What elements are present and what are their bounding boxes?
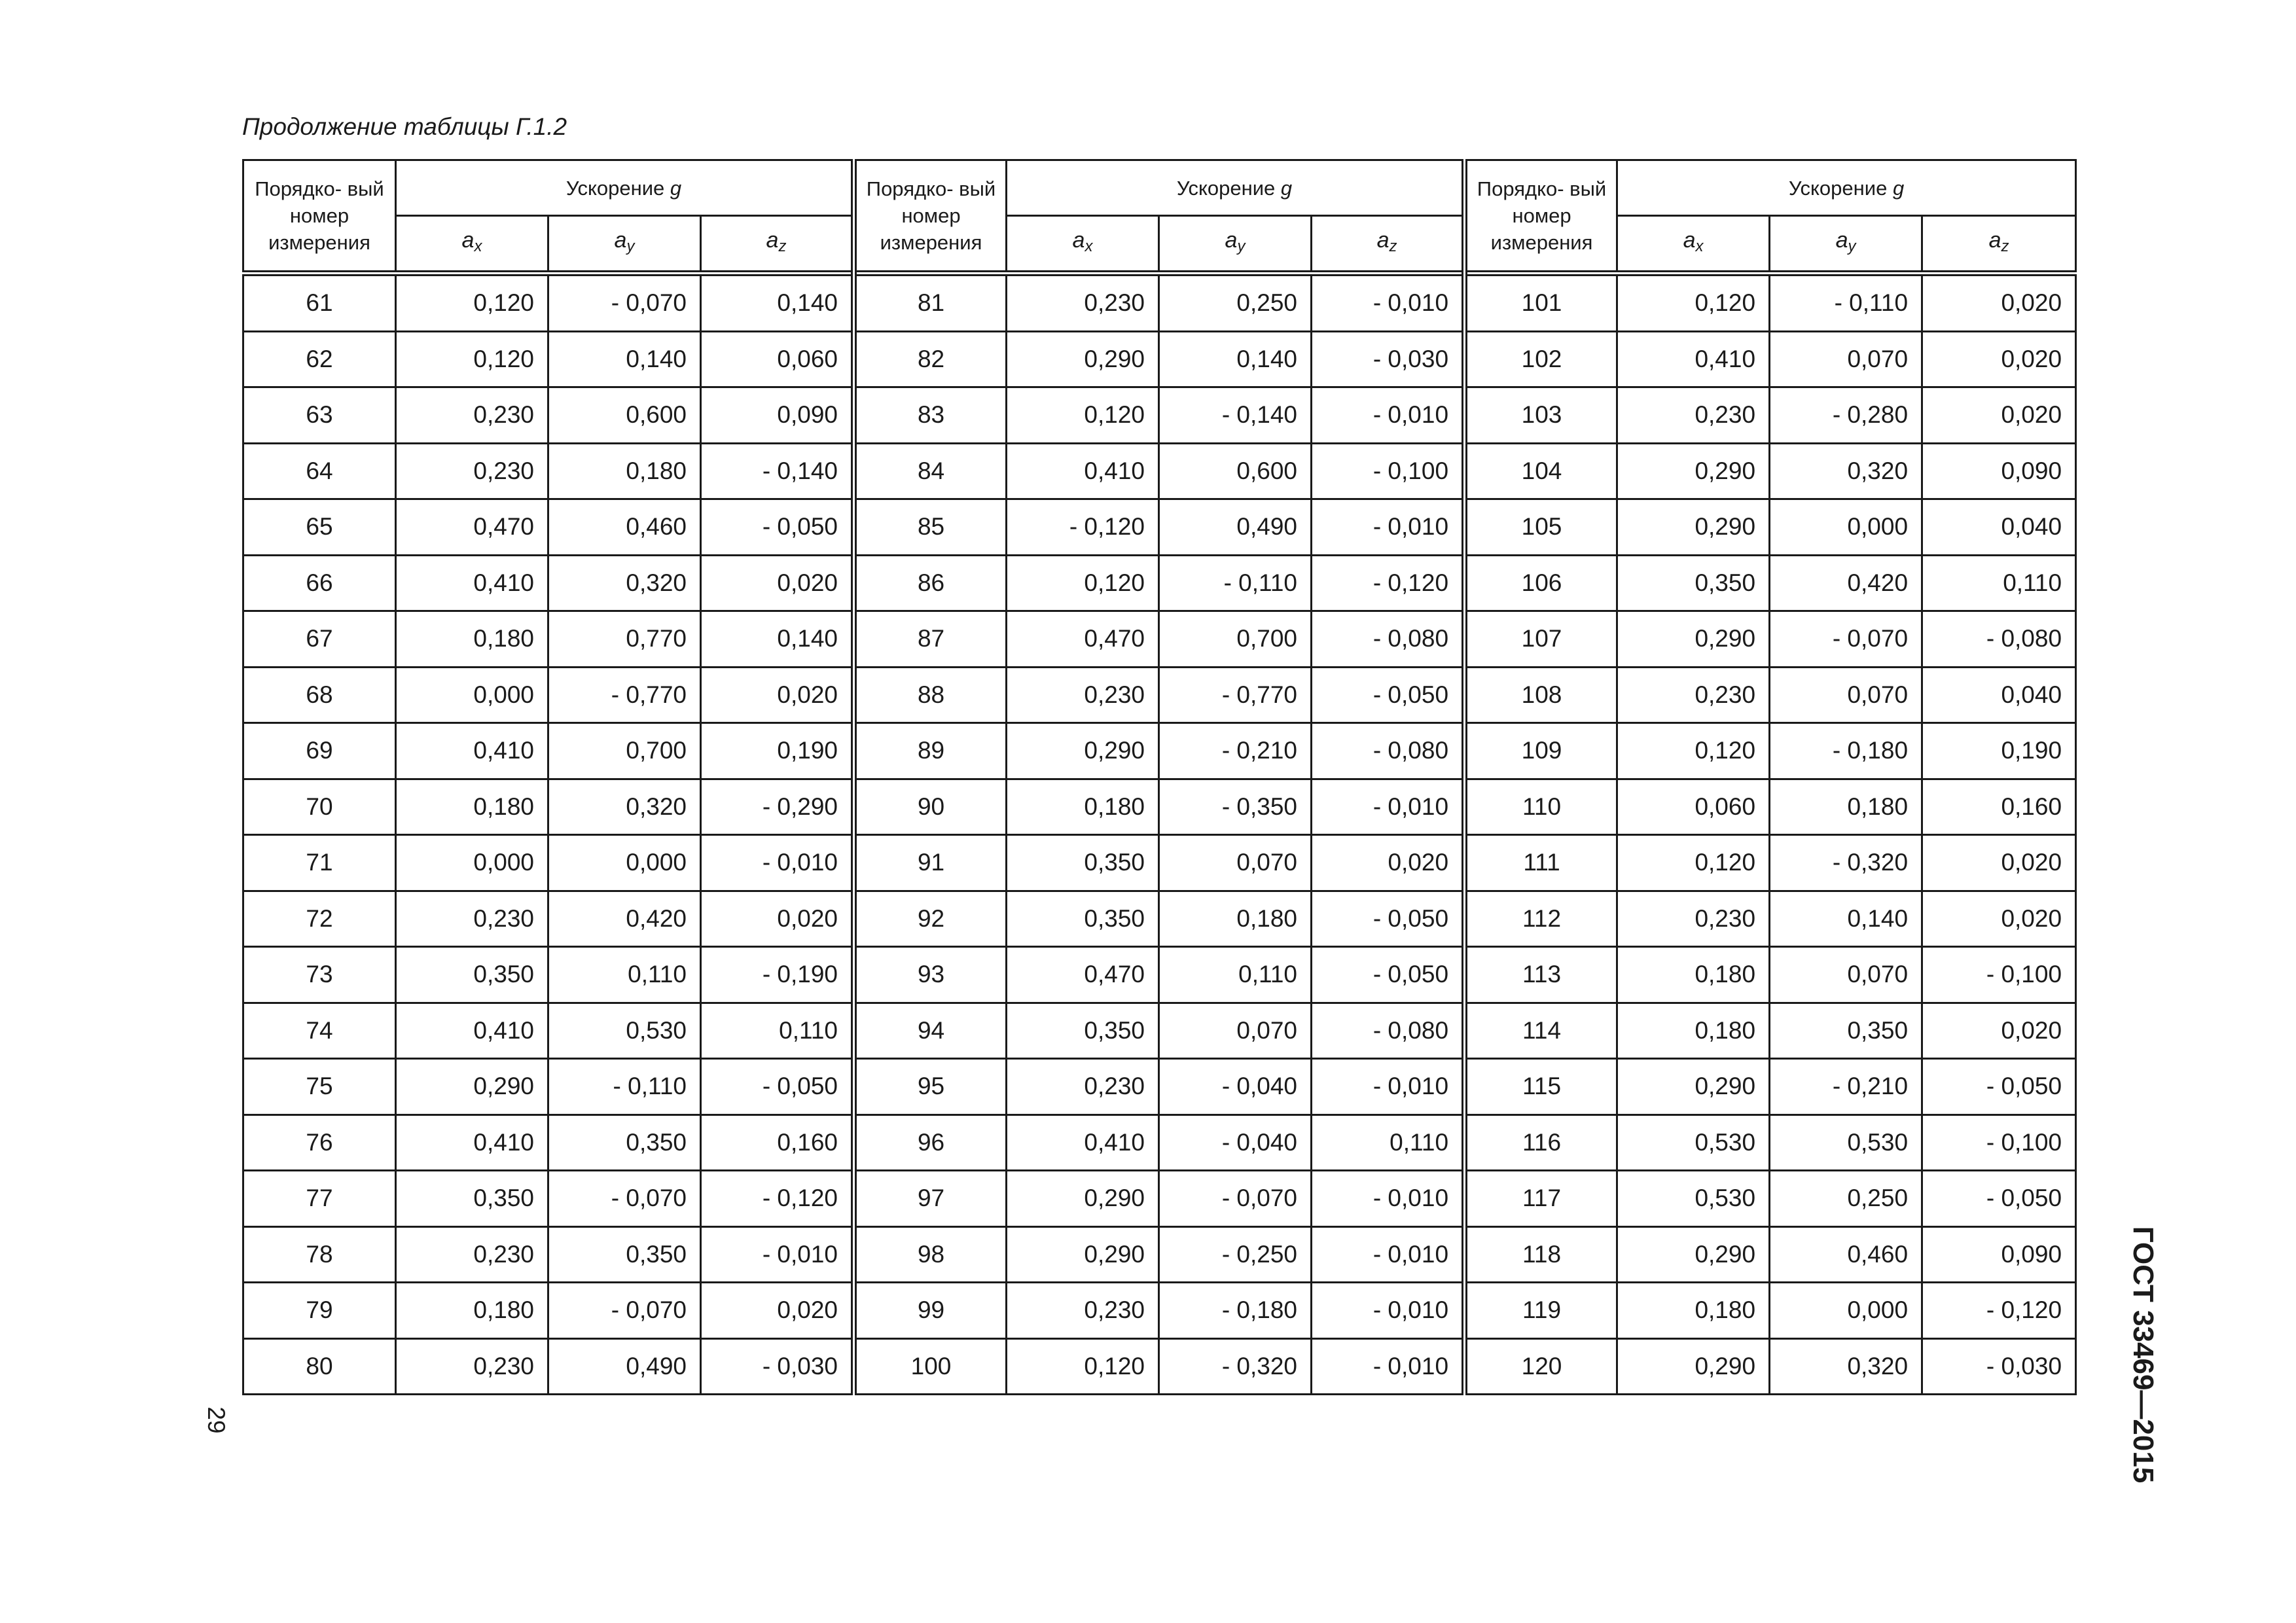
table-row (243, 1226, 2076, 1283)
table-row (243, 723, 2076, 779)
cell-measurement-number: 118 (1465, 1226, 1617, 1283)
table-row (243, 387, 2076, 444)
cell-measurement-number: 104 (1465, 443, 1617, 499)
cell-ay-value: 0,350 (548, 1115, 701, 1171)
cell-az-value: 0,020 (1922, 835, 2076, 891)
header-measurement-number: Порядко- вый номер измерения (243, 160, 396, 274)
cell-az-value: - 0,010 (1312, 1059, 1465, 1115)
cell-ay-value: - 0,210 (1770, 1059, 1922, 1115)
cell-ay-value: 0,530 (1770, 1115, 1922, 1171)
cell-measurement-number: 98 (854, 1226, 1007, 1283)
cell-measurement-number: 90 (854, 779, 1007, 835)
cell-measurement-number: 67 (243, 611, 396, 668)
table-header (243, 160, 2076, 274)
cell-measurement-number: 68 (243, 667, 396, 723)
cell-measurement-number: 96 (854, 1115, 1007, 1171)
cell-measurement-number: 71 (243, 835, 396, 891)
table-row (243, 555, 2076, 611)
cell-ax-value: 0,230 (396, 891, 548, 947)
cell-ax-value: 0,120 (1617, 723, 1770, 779)
cell-ax-value: 0,530 (1617, 1115, 1770, 1171)
cell-ax-value: 0,180 (1007, 779, 1159, 835)
cell-az-value: - 0,120 (1922, 1283, 2076, 1339)
cell-ay-value: 0,140 (548, 331, 701, 387)
cell-ax-value: 0,350 (1617, 555, 1770, 611)
cell-measurement-number: 85 (854, 499, 1007, 556)
cell-ay-value: - 0,040 (1159, 1115, 1312, 1171)
cell-ay-value: 0,320 (548, 779, 701, 835)
cell-ay-value: - 0,040 (1159, 1059, 1312, 1115)
cell-az-value: - 0,050 (701, 1059, 854, 1115)
cell-ax-value: 0,530 (1617, 1171, 1770, 1227)
cell-measurement-number: 92 (854, 891, 1007, 947)
cell-measurement-number: 66 (243, 555, 396, 611)
cell-ay-value: 0,350 (548, 1226, 701, 1283)
header-acceleration (1617, 160, 2076, 216)
cell-ay-value: 0,110 (1159, 947, 1312, 1003)
cell-ay-value: - 0,320 (1159, 1338, 1312, 1395)
cell-ax-value: 0,230 (396, 387, 548, 444)
cell-ay-value: - 0,180 (1159, 1283, 1312, 1339)
cell-az-value: 0,040 (1922, 499, 2076, 556)
cell-ay-value: 0,070 (1159, 835, 1312, 891)
cell-measurement-number: 75 (243, 1059, 396, 1115)
cell-az-value: - 0,100 (1922, 1115, 2076, 1171)
cell-measurement-number: 102 (1465, 331, 1617, 387)
cell-ay-value: - 0,110 (1159, 555, 1312, 611)
cell-az-value: 0,020 (1312, 835, 1465, 891)
table-caption: Продолжение таблицы Г.1.2 (242, 113, 567, 140)
cell-measurement-number: 73 (243, 947, 396, 1003)
standard-designation: ГОСТ 33469—2015 (2127, 1226, 2159, 1484)
cell-measurement-number: 111 (1465, 835, 1617, 891)
header-ay: $a_y$ (1770, 216, 1922, 274)
cell-ay-value: 0,700 (548, 723, 701, 779)
cell-ax-value: 0,410 (396, 1003, 548, 1059)
table-row (243, 835, 2076, 891)
cell-ay-value: 0,530 (548, 1003, 701, 1059)
cell-ax-value: 0,180 (396, 611, 548, 668)
cell-ay-value: - 0,140 (1159, 387, 1312, 444)
cell-measurement-number: 108 (1465, 667, 1617, 723)
page-number: 29 (203, 1406, 230, 1434)
cell-ay-value: 0,110 (548, 947, 701, 1003)
table-row (243, 667, 2076, 723)
header-ay: $a_y$ (1159, 216, 1312, 274)
cell-ax-value: 0,120 (1007, 387, 1159, 444)
cell-measurement-number: 93 (854, 947, 1007, 1003)
cell-ax-value: 0,350 (396, 947, 548, 1003)
cell-ay-value: 0,070 (1159, 1003, 1312, 1059)
header-ax: $a_x$ (396, 216, 548, 274)
cell-az-value: - 0,100 (1922, 947, 2076, 1003)
cell-az-value: - 0,080 (1922, 611, 2076, 668)
cell-measurement-number: 82 (854, 331, 1007, 387)
cell-ax-value: 0,350 (1007, 1003, 1159, 1059)
cell-measurement-number: 89 (854, 723, 1007, 779)
header-az: $a_z$ (1922, 216, 2076, 274)
cell-az-value: 0,040 (1922, 667, 2076, 723)
cell-ax-value: 0,350 (396, 1171, 548, 1227)
cell-ax-value: 0,410 (1007, 443, 1159, 499)
cell-ay-value: 0,320 (1770, 1338, 1922, 1395)
cell-ay-value: - 0,070 (548, 274, 701, 332)
cell-ay-value: 0,000 (1770, 499, 1922, 556)
cell-measurement-number: 115 (1465, 1059, 1617, 1115)
cell-ay-value: 0,320 (1770, 443, 1922, 499)
cell-ax-value: 0,000 (396, 835, 548, 891)
cell-az-value: 0,060 (701, 331, 854, 387)
cell-az-value: - 0,010 (1312, 499, 1465, 556)
cell-ax-value: 0,470 (1007, 611, 1159, 668)
header-acceleration (1007, 160, 1465, 216)
table-row (243, 331, 2076, 387)
cell-az-value: 0,140 (701, 611, 854, 668)
table-row (243, 274, 2076, 332)
cell-measurement-number: 109 (1465, 723, 1617, 779)
table-row (243, 443, 2076, 499)
cell-az-value: - 0,010 (701, 1226, 854, 1283)
cell-ay-value: - 0,280 (1770, 387, 1922, 444)
cell-measurement-number: 117 (1465, 1171, 1617, 1227)
cell-az-value: 0,020 (701, 891, 854, 947)
cell-ax-value: 0,290 (396, 1059, 548, 1115)
cell-measurement-number: 76 (243, 1115, 396, 1171)
cell-az-value: 0,160 (1922, 779, 2076, 835)
cell-ax-value: 0,120 (396, 331, 548, 387)
cell-az-value: - 0,030 (701, 1338, 854, 1395)
cell-az-value: - 0,120 (701, 1171, 854, 1227)
cell-ax-value: 0,290 (1617, 611, 1770, 668)
cell-ay-value: 0,180 (1159, 891, 1312, 947)
cell-az-value: 0,020 (1922, 1003, 2076, 1059)
cell-measurement-number: 62 (243, 331, 396, 387)
cell-ax-value: 0,230 (1007, 1283, 1159, 1339)
cell-ax-value: 0,290 (1617, 1226, 1770, 1283)
cell-ay-value: 0,250 (1770, 1171, 1922, 1227)
cell-ax-value: 0,230 (1617, 891, 1770, 947)
cell-ax-value: 0,410 (396, 1115, 548, 1171)
cell-az-value: 0,090 (1922, 1226, 2076, 1283)
cell-ay-value: - 0,770 (548, 667, 701, 723)
cell-az-value: - 0,080 (1312, 1003, 1465, 1059)
cell-measurement-number: 70 (243, 779, 396, 835)
accel-label: Ускорение (1176, 176, 1276, 200)
table-row (243, 1338, 2076, 1395)
cell-ay-value: 0,460 (548, 499, 701, 556)
cell-measurement-number: 63 (243, 387, 396, 444)
cell-az-value: - 0,050 (1312, 947, 1465, 1003)
cell-az-value: - 0,050 (1922, 1059, 2076, 1115)
cell-ax-value: 0,290 (1617, 1059, 1770, 1115)
cell-ay-value: - 0,320 (1770, 835, 1922, 891)
cell-az-value: - 0,050 (701, 499, 854, 556)
cell-az-value: - 0,010 (1312, 1283, 1465, 1339)
cell-ax-value: 0,120 (396, 274, 548, 332)
cell-ax-value: 0,410 (1007, 1115, 1159, 1171)
cell-ay-value: - 0,250 (1159, 1226, 1312, 1283)
cell-az-value: 0,020 (1922, 387, 2076, 444)
cell-measurement-number: 79 (243, 1283, 396, 1339)
cell-ax-value: 0,290 (1007, 1226, 1159, 1283)
cell-measurement-number: 120 (1465, 1338, 1617, 1395)
cell-ay-value: 0,700 (1159, 611, 1312, 668)
cell-az-value: - 0,010 (1312, 779, 1465, 835)
cell-measurement-number: 97 (854, 1171, 1007, 1227)
table-row (243, 1059, 2076, 1115)
cell-az-value: 0,020 (701, 555, 854, 611)
cell-az-value: - 0,010 (1312, 274, 1465, 332)
table-row (243, 1171, 2076, 1227)
cell-ax-value: 0,180 (1617, 1283, 1770, 1339)
cell-measurement-number: 101 (1465, 274, 1617, 332)
cell-az-value: 0,140 (701, 274, 854, 332)
cell-measurement-number: 65 (243, 499, 396, 556)
cell-ax-value: 0,290 (1617, 443, 1770, 499)
cell-measurement-number: 116 (1465, 1115, 1617, 1171)
cell-ay-value: 0,600 (1159, 443, 1312, 499)
cell-ax-value: 0,180 (1617, 947, 1770, 1003)
cell-ay-value: - 0,110 (548, 1059, 701, 1115)
accel-unit: g (1892, 176, 1905, 200)
cell-az-value: 0,090 (701, 387, 854, 444)
accel-unit: g (1280, 176, 1293, 200)
table-body (243, 274, 2076, 1395)
cell-ax-value: 0,230 (396, 1338, 548, 1395)
cell-ax-value: - 0,120 (1007, 499, 1159, 556)
cell-az-value: - 0,050 (1312, 891, 1465, 947)
cell-measurement-number: 64 (243, 443, 396, 499)
cell-ax-value: 0,230 (1007, 1059, 1159, 1115)
cell-az-value: - 0,120 (1312, 555, 1465, 611)
cell-az-value: - 0,190 (701, 947, 854, 1003)
cell-measurement-number: 113 (1465, 947, 1617, 1003)
cell-measurement-number: 119 (1465, 1283, 1617, 1339)
cell-az-value: - 0,050 (1312, 667, 1465, 723)
cell-measurement-number: 105 (1465, 499, 1617, 556)
cell-ax-value: 0,350 (1007, 891, 1159, 947)
cell-ax-value: 0,180 (1617, 1003, 1770, 1059)
table-row (243, 947, 2076, 1003)
cell-az-value: - 0,080 (1312, 723, 1465, 779)
header-ax: $a_x$ (1007, 216, 1159, 274)
cell-ax-value: 0,290 (1007, 331, 1159, 387)
cell-az-value: 0,020 (701, 667, 854, 723)
cell-ax-value: 0,290 (1007, 1171, 1159, 1227)
cell-ay-value: - 0,770 (1159, 667, 1312, 723)
accel-unit: g (670, 176, 682, 200)
cell-ay-value: 0,770 (548, 611, 701, 668)
cell-ax-value: 0,120 (1007, 555, 1159, 611)
header-measurement-number: Порядко- вый номер измерения (854, 160, 1007, 274)
cell-az-value: - 0,050 (1922, 1171, 2076, 1227)
cell-measurement-number: 100 (854, 1338, 1007, 1395)
cell-ay-value: 0,070 (1770, 947, 1922, 1003)
cell-ay-value: - 0,350 (1159, 779, 1312, 835)
cell-ay-value: 0,070 (1770, 667, 1922, 723)
header-az: $a_z$ (1312, 216, 1465, 274)
header-az: $a_z$ (701, 216, 854, 274)
cell-measurement-number: 99 (854, 1283, 1007, 1339)
header-ax: $a_x$ (1617, 216, 1770, 274)
cell-ay-value: - 0,070 (1159, 1171, 1312, 1227)
cell-measurement-number: 81 (854, 274, 1007, 332)
table-row (243, 611, 2076, 668)
cell-az-value: 0,020 (1922, 274, 2076, 332)
cell-az-value: 0,160 (701, 1115, 854, 1171)
cell-ay-value: 0,140 (1770, 891, 1922, 947)
cell-ay-value: 0,350 (1770, 1003, 1922, 1059)
cell-ax-value: 0,230 (1617, 387, 1770, 444)
cell-az-value: 0,190 (1922, 723, 2076, 779)
cell-az-value: 0,110 (701, 1003, 854, 1059)
cell-ax-value: 0,120 (1617, 274, 1770, 332)
cell-ay-value: 0,000 (1770, 1283, 1922, 1339)
cell-az-value: 0,110 (1312, 1115, 1465, 1171)
acceleration-table (242, 159, 2077, 1395)
cell-measurement-number: 78 (243, 1226, 396, 1283)
cell-ay-value: - 0,210 (1159, 723, 1312, 779)
cell-ax-value: 0,180 (396, 779, 548, 835)
cell-az-value: - 0,140 (701, 443, 854, 499)
cell-measurement-number: 106 (1465, 555, 1617, 611)
cell-ax-value: 0,230 (1007, 667, 1159, 723)
cell-ax-value: 0,470 (396, 499, 548, 556)
cell-az-value: - 0,010 (1312, 387, 1465, 444)
cell-measurement-number: 88 (854, 667, 1007, 723)
cell-ay-value: 0,420 (1770, 555, 1922, 611)
cell-ay-value: 0,140 (1159, 331, 1312, 387)
cell-measurement-number: 103 (1465, 387, 1617, 444)
cell-ay-value: 0,180 (548, 443, 701, 499)
accel-label: Ускорение (565, 176, 665, 200)
table-row (243, 891, 2076, 947)
cell-ay-value: 0,600 (548, 387, 701, 444)
cell-az-value: 0,020 (1922, 891, 2076, 947)
cell-az-value: - 0,010 (1312, 1338, 1465, 1395)
cell-measurement-number: 69 (243, 723, 396, 779)
cell-measurement-number: 61 (243, 274, 396, 332)
cell-measurement-number: 107 (1465, 611, 1617, 668)
table-row (243, 779, 2076, 835)
cell-ax-value: 0,410 (396, 555, 548, 611)
cell-ay-value: 0,460 (1770, 1226, 1922, 1283)
table-row (243, 1283, 2076, 1339)
cell-measurement-number: 80 (243, 1338, 396, 1395)
cell-ax-value: 0,350 (1007, 835, 1159, 891)
cell-az-value: 0,020 (1922, 331, 2076, 387)
cell-ax-value: 0,410 (1617, 331, 1770, 387)
cell-az-value: - 0,030 (1312, 331, 1465, 387)
cell-measurement-number: 95 (854, 1059, 1007, 1115)
cell-az-value: 0,090 (1922, 443, 2076, 499)
table-row (243, 499, 2076, 556)
cell-measurement-number: 110 (1465, 779, 1617, 835)
cell-ay-value: - 0,070 (1770, 611, 1922, 668)
header-measurement-number: Порядко- вый номер измерения (1465, 160, 1617, 274)
cell-ax-value: 0,230 (1617, 667, 1770, 723)
cell-measurement-number: 72 (243, 891, 396, 947)
cell-ax-value: 0,120 (1007, 1338, 1159, 1395)
cell-measurement-number: 94 (854, 1003, 1007, 1059)
cell-ax-value: 0,290 (1617, 1338, 1770, 1395)
cell-az-value: - 0,080 (1312, 611, 1465, 668)
cell-ay-value: - 0,180 (1770, 723, 1922, 779)
cell-ax-value: 0,120 (1617, 835, 1770, 891)
cell-ay-value: 0,180 (1770, 779, 1922, 835)
cell-ax-value: 0,180 (396, 1283, 548, 1339)
cell-ax-value: 0,060 (1617, 779, 1770, 835)
cell-az-value: - 0,100 (1312, 443, 1465, 499)
table-row (243, 1003, 2076, 1059)
cell-measurement-number: 86 (854, 555, 1007, 611)
cell-ay-value: 0,420 (548, 891, 701, 947)
header-ay: $a_y$ (548, 216, 701, 274)
cell-ay-value: - 0,070 (548, 1171, 701, 1227)
cell-ax-value: 0,290 (1617, 499, 1770, 556)
cell-ax-value: 0,290 (1007, 723, 1159, 779)
cell-az-value: 0,020 (701, 1283, 854, 1339)
cell-ay-value: 0,490 (1159, 499, 1312, 556)
cell-az-value: - 0,010 (701, 835, 854, 891)
cell-measurement-number: 83 (854, 387, 1007, 444)
cell-measurement-number: 114 (1465, 1003, 1617, 1059)
cell-measurement-number: 87 (854, 611, 1007, 668)
cell-ay-value: 0,000 (548, 835, 701, 891)
cell-az-value: - 0,010 (1312, 1226, 1465, 1283)
cell-ay-value: - 0,110 (1770, 274, 1922, 332)
cell-ay-value: 0,070 (1770, 331, 1922, 387)
cell-ax-value: 0,230 (396, 1226, 548, 1283)
cell-measurement-number: 91 (854, 835, 1007, 891)
cell-az-value: - 0,010 (1312, 1171, 1465, 1227)
cell-az-value: - 0,290 (701, 779, 854, 835)
cell-ay-value: 0,490 (548, 1338, 701, 1395)
cell-measurement-number: 74 (243, 1003, 396, 1059)
cell-ay-value: 0,320 (548, 555, 701, 611)
cell-ax-value: 0,230 (396, 443, 548, 499)
cell-ax-value: 0,000 (396, 667, 548, 723)
cell-az-value: 0,190 (701, 723, 854, 779)
header-acceleration (396, 160, 854, 216)
accel-label: Ускорение (1788, 176, 1888, 200)
cell-ay-value: 0,250 (1159, 274, 1312, 332)
cell-ax-value: 0,230 (1007, 274, 1159, 332)
cell-az-value: 0,110 (1922, 555, 2076, 611)
cell-measurement-number: 84 (854, 443, 1007, 499)
cell-ay-value: - 0,070 (548, 1283, 701, 1339)
cell-az-value: - 0,030 (1922, 1338, 2076, 1395)
cell-measurement-number: 112 (1465, 891, 1617, 947)
table-row (243, 1115, 2076, 1171)
cell-ax-value: 0,410 (396, 723, 548, 779)
cell-measurement-number: 77 (243, 1171, 396, 1227)
cell-ax-value: 0,470 (1007, 947, 1159, 1003)
